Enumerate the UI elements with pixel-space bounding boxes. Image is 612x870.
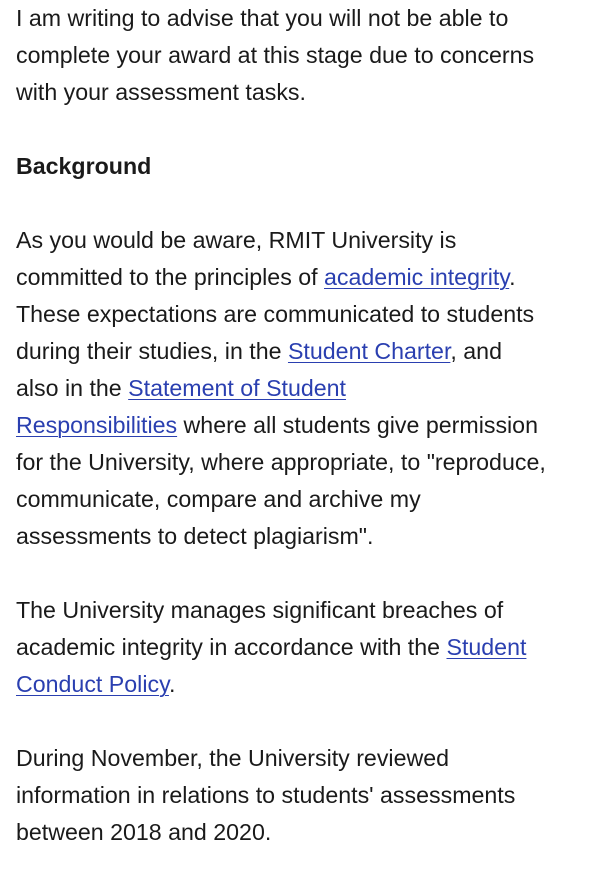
spacer <box>16 185 596 222</box>
integrity-paragraph <box>16 222 596 555</box>
para1-line-4-text: during their studies, in the <box>16 338 288 364</box>
student-conduct-policy-link-cont[interactable]: Conduct Policy <box>16 671 169 697</box>
email-body <box>16 0 596 851</box>
para1-line-4-end: , and <box>450 338 502 364</box>
para2-line-1: The University manages significant breaches of <box>16 597 504 623</box>
para2-line-3-end: . <box>168 671 176 697</box>
para1-line-2-end: . <box>509 264 516 290</box>
background-heading-text: Background <box>16 153 152 179</box>
para1-line-2 <box>16 259 596 296</box>
statement-of-student-responsibilities-link-cont[interactable]: Responsibilities <box>16 412 178 438</box>
para1-line-4 <box>16 333 596 370</box>
para2-line-2 <box>16 629 596 666</box>
intro-line-2: complete your award at this stage due to concerns <box>16 42 535 68</box>
para3-line-1: During November, the University reviewed <box>16 745 450 771</box>
para1-line-8: communicate, compare and archive my <box>16 486 421 512</box>
background-heading <box>16 148 596 185</box>
para1-line-6-text: where all students give permission <box>177 412 538 438</box>
para1-line-5 <box>16 370 596 407</box>
spacer <box>16 111 596 148</box>
intro-line-1: I am writing to advise that you will not be able to <box>16 5 509 31</box>
para1-line-7: for the University, where appropriate, to "reproduce, <box>16 449 546 475</box>
para2-line-3 <box>16 666 596 703</box>
para1-line-3: These expectations are communicated to students <box>16 301 535 327</box>
statement-of-student-responsibilities-link[interactable]: Statement of Student <box>128 375 347 401</box>
para3-line-3: between 2018 and 2020. <box>16 819 272 845</box>
spacer <box>16 703 596 740</box>
academic-integrity-link[interactable]: academic integrity <box>324 264 510 290</box>
para2-line-2-text: academic integrity in accordance with the <box>16 634 447 660</box>
intro-line-3: with your assessment tasks. <box>16 79 306 105</box>
para1-line-6 <box>16 407 596 444</box>
para1-line-1: As you would be aware, RMIT University is <box>16 227 457 253</box>
intro-paragraph <box>16 0 596 111</box>
para1-line-2-text: committed to the principles of <box>16 264 325 290</box>
para1-line-5-text: also in the <box>16 375 129 401</box>
conduct-paragraph <box>16 592 596 703</box>
spacer <box>16 555 596 592</box>
para3-line-2: information in relations to students' assessments <box>16 782 516 808</box>
student-charter-link[interactable]: Student Charter <box>287 338 451 364</box>
review-paragraph <box>16 740 596 851</box>
para1-line-9: assessments to detect plagiarism". <box>16 523 374 549</box>
student-conduct-policy-link[interactable]: Student <box>446 634 527 660</box>
